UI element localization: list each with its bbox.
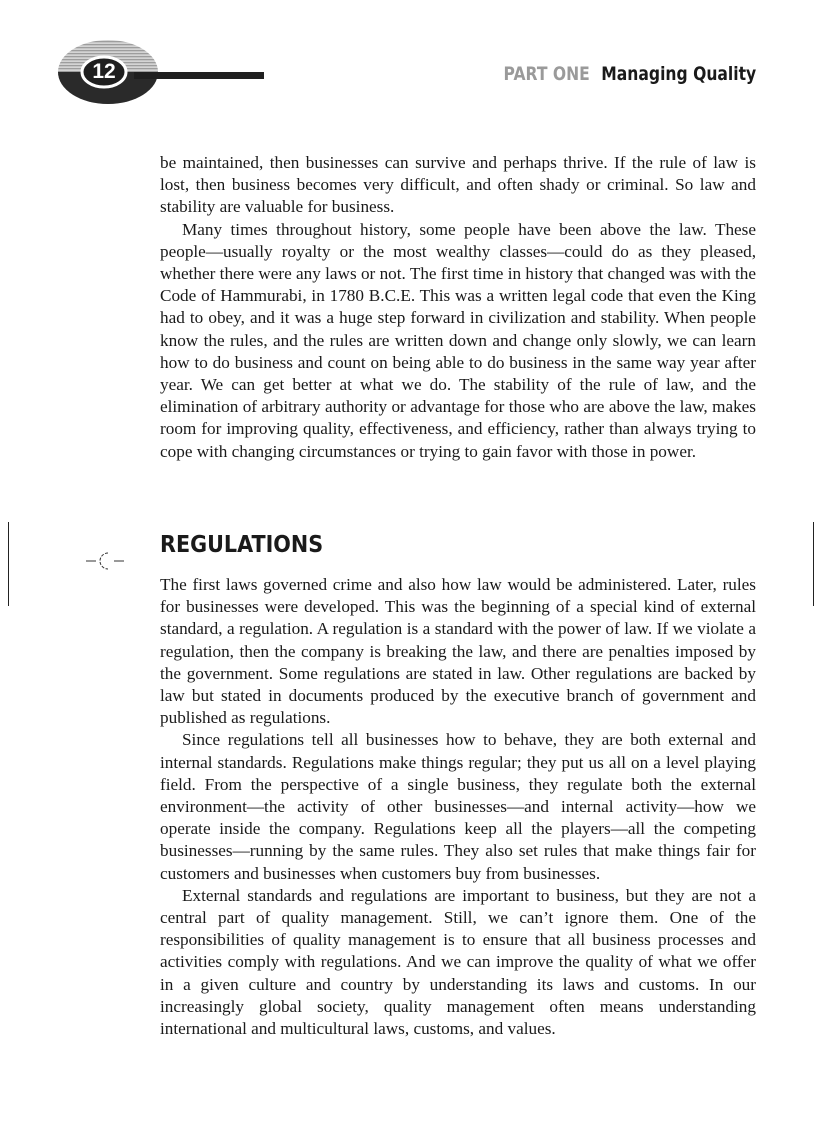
body-text-bottom bbox=[160, 574, 756, 1040]
page-number: 12 bbox=[92, 60, 116, 83]
running-head bbox=[503, 63, 756, 85]
section-heading: REGULATIONS bbox=[160, 532, 324, 558]
paragraph: be maintained, then businesses can survive and perhaps thrive. If the rule of law is lost, then business becomes very difficult, and often shady or criminal. So law and stability are valuable for business. bbox=[160, 153, 756, 217]
paragraph: External standards and regulations are important to business, but they are not a central part of quality management. Still, we can’t ignore them. One of the responsibilities of quality management is to ensure that all business processes and activities comply with regulations. And we can improve the quality of what we offer in a given culture and country by understanding its laws and customs. In our increasingly global society, quality management often means understanding international and multicultural laws, customs, and values. bbox=[160, 885, 756, 1039]
paragraph: Since regulations tell all businesses how to behave, they are both external and internal standards. Regulations make things regular; they put us all on a level playing field. From the perspective of a single business, they regulate both the external environment—the activity of other businesses—and internal activity—how we operate inside the company. Regulations keep all the players—all the competing businesses—running by the same rules. They also set rules that make things fair for customers and businesses when customers buy from businesses. bbox=[160, 730, 756, 883]
chapter-title: Managing Quality bbox=[601, 63, 756, 85]
paragraph: The first laws governed crime and also how law would be administered. Later, rules for businesses were developed. This was the beginning of a special kind of external standard, a regulation. A regulation is a standard with the power of law. If we violate a regulation, then the company is breaking the law, and there are penalties imposed by the government. Some regulations are stated in law. Other regulations are backed by law but stated in documents produced by the executive branch of government and published as regulations. bbox=[160, 575, 756, 728]
part-label: PART ONE bbox=[503, 63, 590, 85]
body-text-top bbox=[160, 152, 756, 463]
paragraph: Many times throughout history, some people have been above the law. These people—usually royalty or the most wealthy classes—could do as they pleased, whether there were any laws or not. The first time in history that changed was with the Code of Hammurabi, in 1780 B.C.E. This was a written legal code that even the King had to obey, and it was a huge step forward in civilization and stability. When people know the rules, and the rules are written down and change only slowly, we can learn how to do business and count on being able to do business in the same way year after year. We can get better at what we do. The stability of the rule of law, and the elimination of arbitrary authority or advantage for those who are above the law, makes room for improving quality, effectiveness, and efficiency, rather than always trying to cope with changing circumstances or trying to gain favor with those in power. bbox=[160, 219, 756, 461]
crop-mark-left bbox=[8, 522, 9, 606]
registration-mark-icon bbox=[86, 549, 126, 573]
crop-mark-right bbox=[813, 522, 814, 606]
